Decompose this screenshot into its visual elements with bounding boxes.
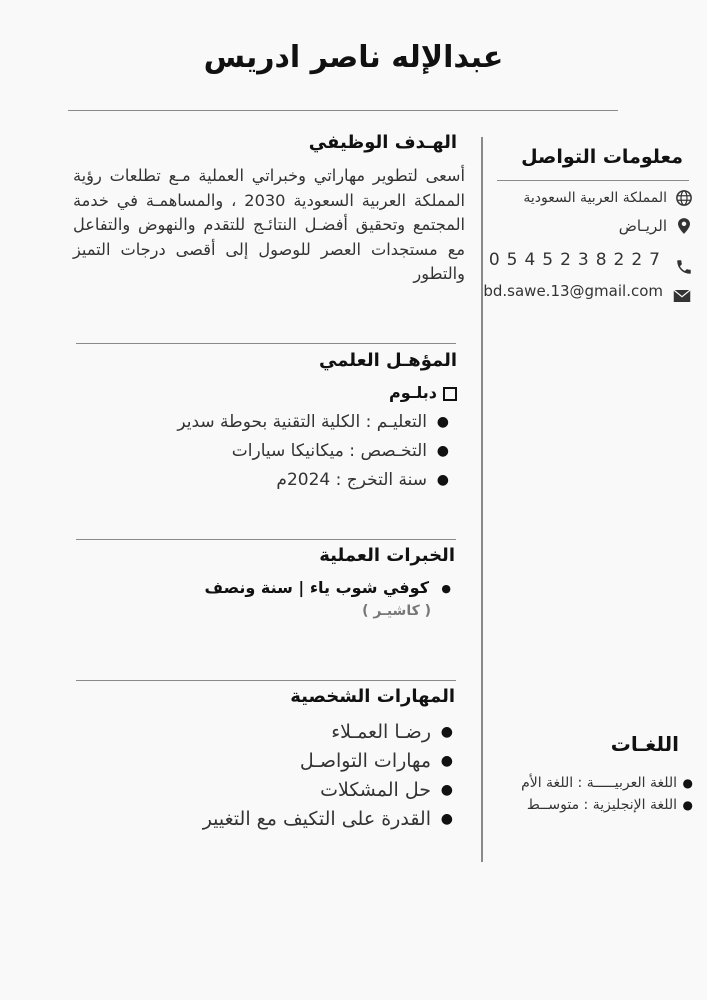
phone-icon bbox=[675, 258, 693, 276]
languages-list bbox=[521, 772, 693, 816]
location-pin-icon bbox=[675, 217, 693, 235]
column-divider bbox=[481, 137, 483, 862]
objective-text: أسعى لتطوير مهاراتي وخبراتي العملية مـع تطلعات رؤية المملكة العربية السعودية 2030 ، والمساهمـة في خدمة المجتمع وتحقيق أفضـل النتائـج للتقدم والنهوض والتفاعل مع مستجدات العصر للوصول إلى أقصى درجات التميز والتطور bbox=[73, 166, 466, 283]
candidate-name: عبدالإله ناصر ادريس bbox=[203, 40, 504, 75]
contact-city: الريـاض bbox=[618, 217, 667, 235]
section-divider bbox=[76, 539, 456, 540]
section-divider bbox=[76, 343, 456, 344]
contact-phone: 0545238227 bbox=[488, 250, 667, 270]
objective-title: الهـدف الوظيفي bbox=[308, 132, 457, 153]
contact-divider bbox=[497, 180, 689, 181]
list-item: ● اللغة العربيـــــة : اللغة الأم bbox=[521, 775, 693, 791]
list-item: ● حل المشكلات bbox=[320, 779, 453, 801]
contact-city-row bbox=[619, 217, 693, 235]
education-title: المؤهـل العلمي bbox=[319, 350, 457, 371]
contact-email-row bbox=[483, 277, 693, 305]
contact-country-row bbox=[523, 189, 693, 207]
experience-title: الخبرات العملية bbox=[319, 545, 455, 566]
languages-title: اللغـات bbox=[610, 732, 679, 756]
list-item: ● التعليـم : الكلية التقنية بحوطة سدير bbox=[177, 412, 449, 432]
contact-title: معلومات التواصل bbox=[521, 146, 683, 168]
contact-phone-row bbox=[489, 244, 693, 276]
list-item: ● مهارات التواصـل bbox=[299, 750, 453, 772]
skills-list bbox=[202, 718, 453, 834]
globe-icon bbox=[675, 189, 693, 207]
contact-country: المملكة العربية السعودية bbox=[523, 190, 667, 206]
section-divider bbox=[76, 680, 456, 681]
skills-title: المهارات الشخصية bbox=[290, 686, 455, 707]
list-item: ● اللغة الإنجليزية : متوســط bbox=[526, 797, 693, 813]
experience-role: ( كاشيـر ) bbox=[362, 603, 431, 619]
education-degree: دبلـوم bbox=[389, 383, 457, 402]
header-divider bbox=[68, 110, 618, 111]
education-list bbox=[177, 408, 449, 495]
list-item: ● القدرة على التكيف مع التغيير bbox=[202, 808, 453, 830]
list-item: ● رضـا العمـلاء bbox=[331, 721, 453, 743]
list-item: ● كوفي شوب ياء | سنة ونصف bbox=[204, 578, 451, 597]
experience-list bbox=[204, 578, 451, 597]
list-item: ● سنة التخرج : 2024م bbox=[276, 470, 449, 490]
contact-email[interactable]: bd.sawe.13@gmail.com bbox=[483, 282, 663, 300]
envelope-icon bbox=[671, 287, 693, 305]
list-item: ● التخـصص : ميكانيكا سيارات bbox=[231, 441, 449, 461]
checkbox-square-icon bbox=[443, 387, 457, 401]
